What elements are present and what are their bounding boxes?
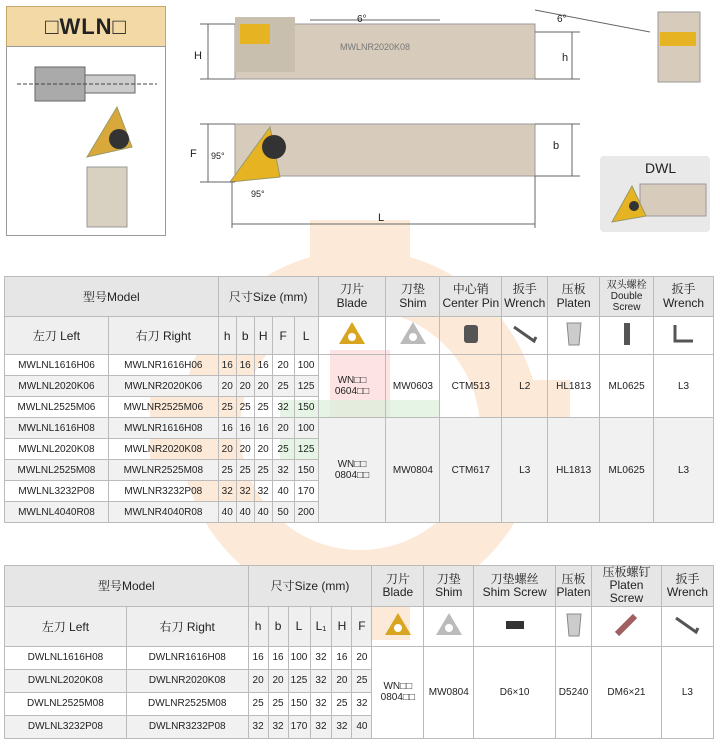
wrench2-code: L3 [654,355,714,418]
dim-L: 170 [294,481,318,502]
left-header: 左刀 Left [5,317,109,355]
dim-H: 20 [254,376,272,397]
mwln-spec-table [4,276,714,523]
screw-code: ML0625 [600,355,654,418]
platen-icon [559,610,589,640]
part-header-shim [386,277,440,317]
wrench-code: L3 [661,646,713,738]
wrench-code: L3 [502,418,548,523]
part-header-blade-en: Blade [336,295,368,310]
platen-screw-icon [611,610,641,640]
right-header: 右刀 Right [108,317,218,355]
part-header-shim-cn: 刀垫 [436,571,461,586]
platen-code: D5240 [556,646,592,738]
part-header-blade [372,566,424,607]
pin-code: CTM513 [440,355,502,418]
dim-F: 40 [272,481,294,502]
blade-image-cell [372,606,424,646]
dim-F: 20 [272,418,294,439]
part-header-wrench-en: Wrench [666,584,709,599]
left-model: MWLNL2525M08 [5,460,109,481]
trigon-insert-icon [383,610,413,640]
dim-F: 20 [272,355,294,376]
part-header-shim [424,566,474,607]
shim-screw-code: D6×10 [474,646,556,738]
dim-h: 25 [248,692,268,715]
blade-code: WN□□ 0804□□ [318,418,386,523]
dim-H: 25 [254,460,272,481]
dim-F: 32 [352,692,372,715]
platen-icon [559,319,589,349]
dim-h: 16 [218,418,236,439]
left-model: DWLNL1616H08 [5,646,127,669]
left-model: MWLNL2020K08 [5,439,109,460]
dim-L: 150 [294,460,318,481]
dim-L: 170 [288,715,310,738]
dim-h: 32 [248,715,268,738]
hex-wrench-icon [669,319,699,349]
right-model: DWLNR1616H08 [126,646,248,669]
angle-label-top-right: 6° [557,14,567,25]
part-header-platen-cn: 压板 [561,282,586,297]
right-model: MWLNR1616H08 [108,418,218,439]
right-model: DWLNR2020K08 [126,669,248,692]
dim-b: 32 [236,481,254,502]
tool-marking: MWLNR2020K08 [340,42,411,52]
wrench2-code: L3 [654,418,714,523]
dim-F: 32 [272,460,294,481]
dim-F: 32 [272,397,294,418]
wrench-image-cell [661,606,713,646]
screw-code: ML0625 [600,418,654,523]
center-pin-image-cell [440,317,502,355]
dim-label-H: H [194,50,202,62]
right-model: MWLNR2525M06 [108,397,218,418]
dim-H: 32 [254,481,272,502]
center-pin-icon [456,319,486,349]
dim-header: b [268,606,288,646]
platen-image-cell [548,317,600,355]
dim-h: 20 [218,439,236,460]
left-model: DWLNL3232P08 [5,715,127,738]
part-header-shim-screw [474,566,556,607]
dim-H: 20 [254,439,272,460]
double-screw-image-cell [600,317,654,355]
hex-wrench-icon [672,610,702,640]
dim-h: 20 [218,376,236,397]
right-model: MWLNR1616H06 [108,355,218,376]
double-screw-icon [612,319,642,349]
angle-label-95b: 95° [251,189,265,199]
left-model: DWLNL2020K08 [5,669,127,692]
dwl-label: DWL [645,160,677,176]
dim-h: 16 [218,355,236,376]
dim-b: 20 [236,376,254,397]
part-header-wrench [661,566,713,607]
right-header: 右刀 Right [126,606,248,646]
dim-h: 16 [248,646,268,669]
dim-header: h [218,317,236,355]
left-model: DWLNL2525M08 [5,692,127,715]
part-header-wrench2-en: Wrench [662,295,705,310]
part-header-platen-screw-cn: 压板螺钉 [602,565,651,579]
dim-L: 125 [294,376,318,397]
part-header-wrench-cn: 扳手 [675,571,700,586]
dim-F: 25 [272,439,294,460]
dim-L1: 32 [310,646,332,669]
part-header-platen [548,277,600,317]
part-header-shim-en: Shim [435,584,463,599]
shim-icon [398,319,428,349]
left-model: MWLNL3232P08 [5,481,109,502]
dim-header: F [272,317,294,355]
dim-label-b: b [553,140,560,152]
blade-code: WN□□ 0804□□ [372,646,424,738]
part-header-blade-cn: 刀片 [339,282,364,297]
dim-b: 16 [236,355,254,376]
part-header-double-screw-cn: 双头螺栓 [606,280,647,291]
part-header-wrench-en: Wrench [504,295,546,310]
shim-image-cell [424,606,474,646]
right-model: MWLNR3232P08 [108,481,218,502]
hex-wrench-icon [510,319,540,349]
dim-F: 20 [352,646,372,669]
right-model: DWLNR3232P08 [126,715,248,738]
part-header-platen [556,566,592,607]
part-header-center-pin-cn: 中心销 [452,282,489,297]
dim-L1: 32 [310,692,332,715]
dim-header: L₁ [310,606,332,646]
dim-L: 100 [294,355,318,376]
dim-header: H [332,606,352,646]
insert-diagram [6,46,166,236]
part-header-double-screw [600,277,654,317]
part-header-blade-cn: 刀片 [385,571,410,586]
left-model: MWLNL1616H08 [5,418,109,439]
shim-code: MW0804 [386,418,440,523]
part-header-center-pin-en: Center Pin [442,295,500,310]
part-header-wrench2-cn: 扳手 [671,282,696,297]
part-header-wrench-cn: 扳手 [512,282,537,297]
size-header: 尺寸Size (mm) [248,566,372,607]
dwln-spec-table [4,565,714,739]
dim-F: 50 [272,502,294,523]
dim-h: 25 [218,460,236,481]
dim-L1: 32 [310,669,332,692]
shim-screw-icon [500,610,530,640]
dim-H: 25 [332,692,352,715]
part-header-center-pin [440,277,502,317]
blade-image-cell [318,317,386,355]
wrench2-image-cell [654,317,714,355]
left-model: MWLNL1616H06 [5,355,109,376]
platen-code: HL1813 [548,418,600,523]
model-header: 型号Model [5,566,249,607]
part-header-blade [318,277,386,317]
right-model: MWLNR2020K06 [108,376,218,397]
blade-code: WN□□ 0604□□ [318,355,386,418]
dim-b: 20 [236,439,254,460]
dim-F: 40 [352,715,372,738]
dim-L: 125 [288,669,310,692]
dim-header: F [352,606,372,646]
part-header-platen-screw [592,566,662,607]
dim-b: 25 [268,692,288,715]
part-header-wrench [502,277,548,317]
dim-label-L: L [378,212,385,224]
dim-h: 20 [248,669,268,692]
shim-icon [434,610,464,640]
dim-H: 20 [332,669,352,692]
pin-code: CTM617 [440,418,502,523]
platen-screw-image-cell [592,606,662,646]
dim-L: 125 [294,439,318,460]
part-header-platen-screw-en: Platen Screw [609,578,644,606]
size-header: 尺寸Size (mm) [218,277,318,317]
dim-b: 20 [268,669,288,692]
part-header-shim-en: Shim [399,295,427,310]
product-title: □WLN□ [6,6,166,48]
dim-L1: 32 [310,715,332,738]
dim-b: 16 [236,418,254,439]
model-header: 型号Model [5,277,219,317]
dim-h: 40 [218,502,236,523]
dim-H: 25 [254,397,272,418]
dim-label-F: F [190,148,197,160]
platen-code: HL1813 [548,355,600,418]
platen-image-cell [556,606,592,646]
shim-code: MW0603 [386,355,440,418]
dim-L: 150 [294,397,318,418]
angle-label-top-left: 6° [357,14,367,25]
dim-H: 40 [254,502,272,523]
trigon-insert-icon [337,319,367,349]
left-header: 左刀 Left [5,606,127,646]
dim-H: 32 [332,715,352,738]
dim-b: 16 [268,646,288,669]
part-header-platen-en: Platen [556,584,591,599]
right-model: MWLNR4040R08 [108,502,218,523]
dim-label-h: h [562,52,569,64]
dim-H: 16 [332,646,352,669]
dim-header: H [254,317,272,355]
left-model: MWLNL2525M06 [5,397,109,418]
dim-header: b [236,317,254,355]
dim-F: 25 [352,669,372,692]
part-header-platen-cn: 压板 [561,571,586,586]
dim-L: 150 [288,692,310,715]
dim-header: L [288,606,310,646]
dim-H: 16 [254,418,272,439]
shim-image-cell [386,317,440,355]
dim-L: 100 [288,646,310,669]
dim-b: 40 [236,502,254,523]
shim-screw-image-cell [474,606,556,646]
dim-b: 25 [236,397,254,418]
wrench-code: L2 [502,355,548,418]
insert-diagram-drawing [7,47,165,235]
dim-L: 100 [294,418,318,439]
dim-header: L [294,317,318,355]
dim-F: 25 [272,376,294,397]
wrench-image-cell [502,317,548,355]
part-header-platen-en: Platen [556,295,591,310]
dim-b: 25 [236,460,254,481]
angle-label-95a: 95° [211,151,225,161]
part-header-shim-screw-cn: 刀垫螺丝 [490,571,539,586]
dim-h: 25 [218,397,236,418]
part-header-shim-cn: 刀垫 [400,282,425,297]
part-header-blade-en: Blade [382,584,414,599]
dim-L: 200 [294,502,318,523]
shim-code: MW0804 [424,646,474,738]
dim-h: 32 [218,481,236,502]
left-model: MWLNL4040R08 [5,502,109,523]
right-model: MWLNR2525M08 [108,460,218,481]
dim-header: h [248,606,268,646]
right-model: MWLNR2020K08 [108,439,218,460]
part-header-double-screw-en: Double Screw [610,291,643,313]
dim-b: 32 [268,715,288,738]
part-header-shim-screw-en: Shim Screw [482,584,547,599]
part-header-wrench2 [654,277,714,317]
dim-H: 16 [254,355,272,376]
platen-screw-code: DM6×21 [592,646,662,738]
right-model: DWLNR2525M08 [126,692,248,715]
left-model: MWLNL2020K06 [5,376,109,397]
